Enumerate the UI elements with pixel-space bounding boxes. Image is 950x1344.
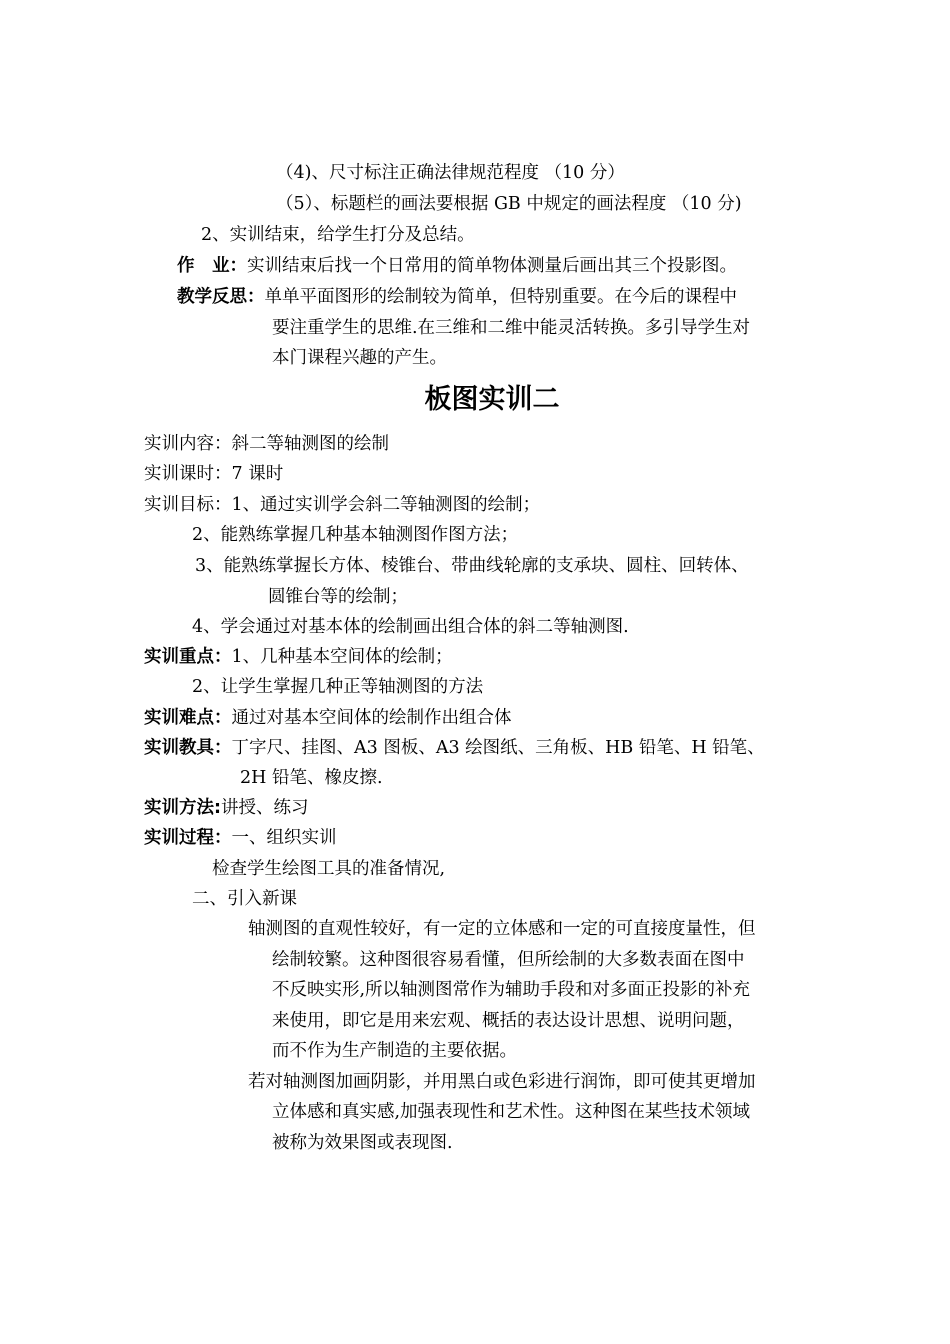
training-goals-label: 实训目标： <box>144 495 232 515</box>
reflection-text-2: 要注重学生的思维.在三维和二维中能灵活转换。多引导学生对 <box>272 318 751 338</box>
method-line <box>144 796 309 820</box>
section-title: 板图实训二 <box>424 384 560 415</box>
training-goals-text-3b: 圆锥台等的绘制； <box>268 587 408 607</box>
training-hours-line <box>144 462 283 486</box>
training-content-text: 斜二等轴测图的绘制 <box>231 434 389 454</box>
homework-label: 作 业： <box>177 256 247 276</box>
training-goals-text-3: 3、能熟练掌握长方体、棱锥台、带曲线轮廓的支承块、圆柱、回转体、 <box>195 556 749 576</box>
reflection-line-1 <box>177 285 737 309</box>
tools-label: 实训教具： <box>144 738 232 758</box>
intro-para-1-line-5: 而不作为生产制造的主要依据。 <box>272 1041 517 1061</box>
reflection-label: 教学反思： <box>177 287 265 307</box>
process-step-1-text: 检查学生绘图工具的准备情况, <box>212 859 446 879</box>
process-label: 实训过程： <box>144 828 232 848</box>
intro-para-2-line-2: 立体感和真实感,加强表现性和艺术性。这种图在某些技术领域 <box>272 1102 751 1122</box>
difficulty-label: 实训难点： <box>144 708 232 728</box>
method-label: 实训方法: <box>144 798 221 818</box>
intro-para-1-line-2: 绘制较繁。这种图很容易看懂，但所绘制的大多数表面在图中 <box>272 950 745 970</box>
scoring-item-5: （5）、标题栏的画法要根据 GB 中规定的画法程度 （10 分) <box>276 194 742 214</box>
training-hours-label: 实训课时： <box>144 464 232 484</box>
training-goals-line <box>144 493 540 517</box>
tools-text-2: 2H 铅笔、橡皮擦. <box>240 768 383 788</box>
intro-para-2-line-3: 被称为效果图或表现图. <box>272 1133 453 1153</box>
intro-para-1-line-1: 轴测图的直观性较好，有一定的立体感和一定的可直接度量性，但 <box>248 919 756 939</box>
process-step-2: 二、引入新课 <box>192 889 297 909</box>
intro-para-1-line-4: 来使用，即它是用来宏观、概括的表达设计思想、说明问题， <box>272 1011 745 1031</box>
key-points-text-2: 2、让学生掌握几种正等轴测图的方法 <box>192 677 484 697</box>
training-goals-text-2: 2、能熟练掌握几种基本轴测图作图方法； <box>192 525 519 545</box>
homework-line <box>177 254 737 278</box>
tools-text-1: 丁字尺、挂图、A3 图板、A3 绘图纸、三角板、HB 铅笔、H 铅笔、 <box>231 738 765 758</box>
intro-para-2-line-1: 若对轴测图加画阴影，并用黑白或色彩进行润饰，即可使其更增加 <box>248 1072 756 1092</box>
key-points-text-1: 1、几种基本空间体的绘制； <box>231 647 453 667</box>
reflection-text-3: 本门课程兴趣的产生。 <box>272 348 447 368</box>
difficulty-text: 通过对基本空间体的绘制作出组合体 <box>231 708 512 728</box>
training-content-label: 实训内容： <box>144 434 232 454</box>
reflection-text-1: 单单平面图形的绘制较为简单，但特别重要。在今后的课程中 <box>264 287 737 307</box>
method-text: 讲授、练习 <box>221 798 309 818</box>
scoring-item-4: （4)、尺寸标注正确法律规范程度 （10 分） <box>276 163 625 183</box>
key-points-line <box>144 645 453 669</box>
closing-step: 2、实训结束，给学生打分及总结。 <box>201 225 475 245</box>
training-content-line <box>144 432 389 456</box>
intro-para-1-line-3: 不反映实形,所以轴测图常作为辅助手段和对多面正投影的补充 <box>272 980 751 1000</box>
training-goals-text-4: 4、学会通过对基本体的绘制画出组合体的斜二等轴测图. <box>192 617 629 637</box>
process-line <box>144 826 337 850</box>
tools-line <box>144 736 765 760</box>
process-step-1: 一、组织实训 <box>231 828 337 848</box>
training-hours-text: 7 课时 <box>231 464 284 484</box>
homework-text: 实训结束后找一个日常用的简单物体测量后画出其三个投影图。 <box>247 256 737 276</box>
training-goals-text-1: 1、通过实训学会斜二等轴测图的绘制； <box>231 495 541 515</box>
difficulty-line <box>144 706 512 730</box>
key-points-label: 实训重点： <box>144 647 232 667</box>
